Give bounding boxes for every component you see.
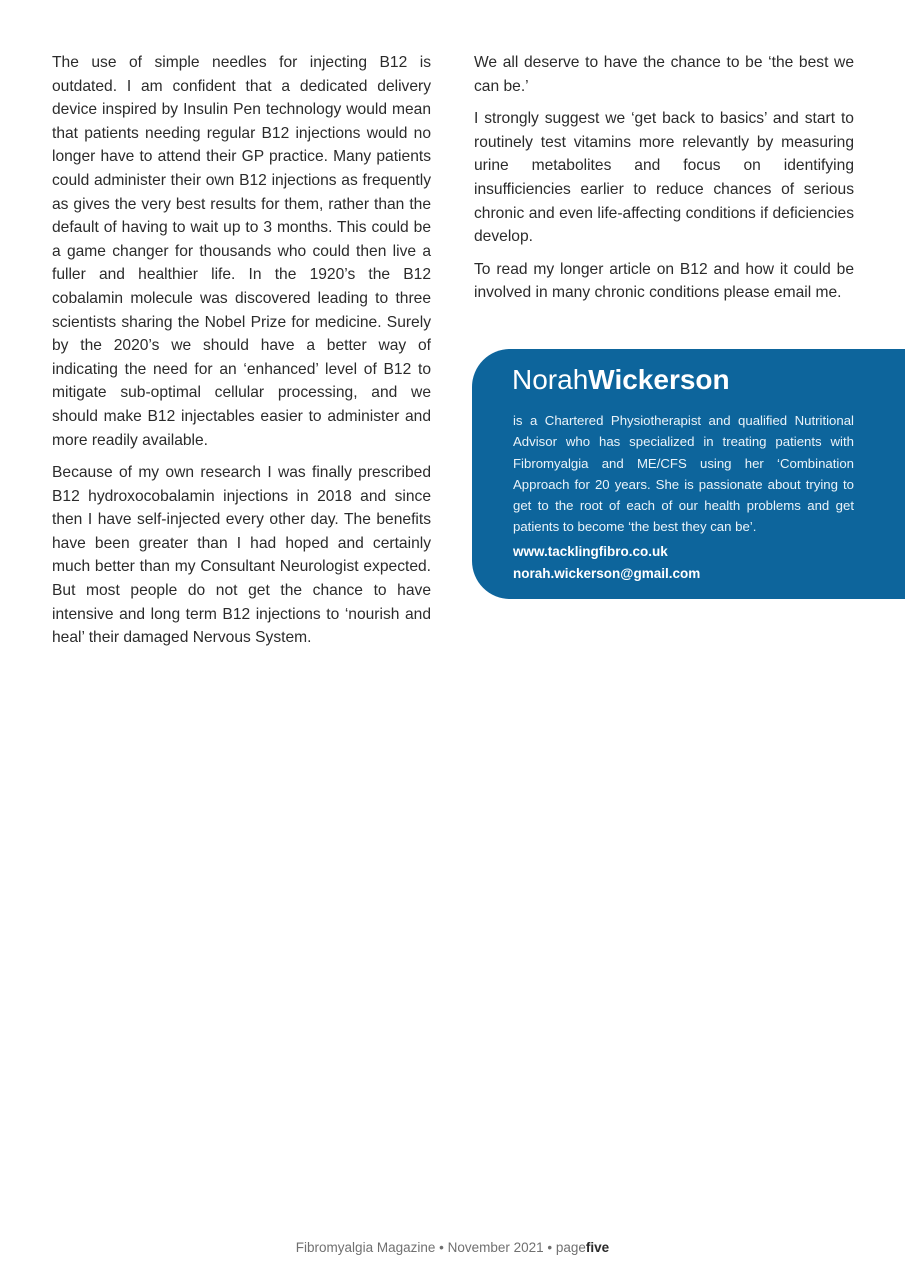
page-footer <box>0 1240 905 1255</box>
author-website-link[interactable]: www.tacklingfibro.co.uk <box>513 544 668 559</box>
body-paragraph: We all deserve to have the chance to be ‘the best we can be.’ <box>474 54 854 95</box>
body-paragraph: To read my longer article on B12 and how it could be involved in many chronic conditions please email me. <box>474 260 854 302</box>
body-paragraph: Because of my own research I was finally prescribed B12 hydroxocobalamin injections in 2018 and since then I have self-injected every other day. The benefits have been greater than I had hoped and certainly much better than my Consultant Neurologist expected. But most people do not get the chance to have intensive and long term B12 injections to ‘nourish and heal’ their damaged Nervous System. <box>52 464 431 647</box>
author-last-name: Wickerson <box>588 364 730 395</box>
author-description: is a Chartered Physiotherapist and qualified Nutritional Advisor who has specialized in treating patients with Fibromyalgia and ME/CFS using her ‘Combination Approach for 20 years. She is passionate about trying to get to the root of each of our health problems and get patients to become ‘the best they can be’. <box>513 413 854 535</box>
right-column <box>474 51 854 314</box>
footer-page-number: five <box>585 1240 610 1255</box>
body-paragraph: The use of simple needles for injecting B12 is outdated. I am confident that a dedicated delivery device inspired by Insulin Pen technology would mean that patients needing regular B12 injections would no longer have to attend their GP practice. Many patients could administer their own B12 injections as frequently as gives the very best results for them, rather than the default of having to wait up to 3 months. This could be a game changer for thousands who could then live a fuller and healthier life. In the 1920’s the B12 cobalamin molecule was discovered leading to three scientists sharing the Nobel Prize for medicine. Surely by the 2020’s we should have a better way of indicating the need for an ‘enhanced’ level of B12 to mitigate sub-optimal cellular processing, and we should make B12 injectables easier to administer and more readily available. <box>52 54 431 449</box>
author-bio-box <box>472 349 905 599</box>
author-name <box>512 363 730 397</box>
left-column <box>52 51 431 659</box>
footer-page-word: page <box>555 1240 586 1255</box>
footer-publication: Fibromyalgia Magazine • November 2021 • <box>295 1240 556 1255</box>
body-paragraph: I strongly suggest we ‘get back to basics’ and start to routinely test vitamins more relevantly by measuring urine metabolites and focus on identifying insufficiencies earlier to reduce chances of serious chronic and even life-affecting conditions if deficiencies develop. <box>474 110 854 246</box>
author-first-name: Norah <box>512 364 589 395</box>
author-email-link[interactable]: norah.wickerson@gmail.com <box>513 566 701 581</box>
